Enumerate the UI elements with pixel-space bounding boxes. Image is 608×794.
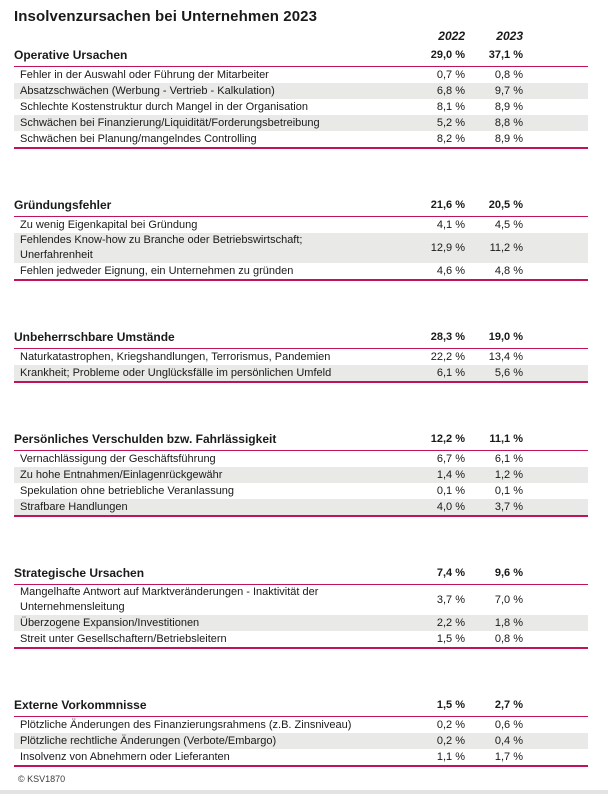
table-row — [14, 263, 588, 279]
row-value-2022: 0,7 % — [436, 69, 465, 81]
section-rows — [14, 216, 588, 281]
section-value-2022: 21,6 % — [430, 198, 465, 211]
row-value-2022: 4,1 % — [436, 219, 465, 231]
table-row — [14, 615, 588, 631]
section-rows — [14, 348, 588, 383]
section-header-row — [14, 328, 588, 345]
cause-section — [14, 696, 588, 767]
row-value-2023: 0,1 % — [494, 485, 523, 497]
section-title: Unbeherrschbare Umstände — [14, 329, 175, 344]
section-rows — [14, 450, 588, 517]
row-label: Krankheit; Probleme oder Unglücksfälle im persönlichen Umfeld — [20, 366, 332, 379]
row-value-2023: 4,8 % — [494, 265, 523, 277]
section-header-row — [14, 430, 588, 447]
table-row — [14, 67, 588, 83]
row-label: Naturkatastrophen, Kriegshandlungen, Terrorismus, Pandemien — [20, 350, 331, 363]
section-value-2023: 19,0 % — [488, 330, 523, 343]
section-value-2023: 2,7 % — [494, 698, 523, 711]
table-row — [14, 483, 588, 499]
row-value-2023: 8,9 % — [494, 101, 523, 113]
row-value-2022: 6,8 % — [436, 85, 465, 97]
column-header-row — [14, 28, 588, 43]
table-row — [14, 349, 588, 365]
row-value-2022: 3,7 % — [436, 594, 465, 606]
row-value-2023: 11,2 % — [489, 242, 523, 254]
row-label: Spekulation ohne betriebliche Veranlassung — [20, 484, 235, 497]
table-row — [14, 499, 588, 515]
row-value-2022: 0,1 % — [436, 485, 465, 497]
row-value-2022: 6,7 % — [436, 453, 465, 465]
section-value-2022: 28,3 % — [430, 330, 465, 343]
section-header-row — [14, 46, 588, 63]
section-rows — [14, 716, 588, 767]
row-value-2023: 6,1 % — [494, 453, 523, 465]
section-rows — [14, 66, 588, 149]
section-value-2022: 1,5 % — [436, 698, 465, 711]
row-label: Strafbare Handlungen — [20, 500, 128, 513]
row-value-2022: 4,6 % — [436, 265, 465, 277]
row-label: Schwächen bei Finanzierung/Liquidität/Forderungsbetreibung — [20, 116, 320, 129]
row-value-2023: 8,8 % — [494, 117, 523, 129]
row-label: Insolvenz von Abnehmern oder Lieferanten — [20, 750, 230, 763]
section-value-2022: 29,0 % — [430, 48, 465, 61]
row-label: Zu wenig Eigenkapital bei Gründung — [20, 218, 198, 231]
table-row — [14, 131, 588, 147]
row-label: Mangelhafte Antwort auf Marktveränderungen - Inaktivität der Unternehmensleitung — [20, 586, 319, 613]
cause-section — [14, 46, 588, 149]
table-row — [14, 631, 588, 647]
row-value-2022: 8,2 % — [436, 133, 465, 145]
column-header-2023: 2023 — [496, 28, 523, 43]
row-value-2022: 22,2 % — [430, 351, 465, 363]
row-label: Fehlen jedweder Eignung, ein Unternehmen zu gründen — [20, 264, 294, 277]
section-value-2022: 7,4 % — [436, 566, 465, 579]
row-label: Fehler in der Auswahl oder Führung der Mitarbeiter — [20, 68, 269, 81]
row-value-2022: 12,9 % — [430, 242, 465, 254]
section-header-row — [14, 196, 588, 213]
row-label: Schlechte Kostenstruktur durch Mangel in der Organisation — [20, 100, 308, 113]
row-value-2023: 7,0 % — [494, 594, 523, 606]
section-rows — [14, 584, 588, 649]
row-value-2023: 8,9 % — [494, 133, 523, 145]
row-value-2023: 1,7 % — [494, 751, 523, 763]
table-row — [14, 451, 588, 467]
row-value-2023: 9,7 % — [494, 85, 523, 97]
section-title: Operative Ursachen — [14, 47, 128, 62]
row-value-2022: 6,1 % — [436, 367, 465, 379]
cause-section — [14, 430, 588, 517]
copyright-note: © KSV1870 — [18, 774, 66, 784]
row-value-2023: 3,7 % — [494, 501, 523, 513]
table-row — [14, 115, 588, 131]
row-label: Streit unter Gesellschaftern/Betriebsleitern — [20, 632, 227, 645]
section-title: Strategische Ursachen — [14, 565, 145, 580]
table-row — [14, 217, 588, 233]
row-label: Plötzliche Änderungen des Finanzierungsrahmens (z.B. Zinsniveau) — [20, 718, 352, 731]
row-value-2023: 1,2 % — [494, 469, 523, 481]
section-header-row — [14, 696, 588, 713]
row-label: Zu hohe Entnahmen/Einlagenrückgewähr — [20, 468, 223, 481]
causes-table — [14, 46, 588, 767]
row-value-2022: 0,2 % — [436, 719, 465, 731]
row-value-2023: 13,4 % — [488, 351, 523, 363]
row-label: Vernachlässigung der Geschäftsführung — [20, 452, 216, 465]
section-value-2022: 12,2 % — [430, 432, 465, 445]
section-value-2023: 20,5 % — [488, 198, 523, 211]
row-label: Schwächen bei Planung/mangelndes Controlling — [20, 132, 257, 145]
row-value-2023: 0,8 % — [494, 633, 523, 645]
row-value-2022: 8,1 % — [436, 101, 465, 113]
row-label: Plötzliche rechtliche Änderungen (Verbote/Embargo) — [20, 734, 277, 747]
row-value-2022: 2,2 % — [436, 617, 465, 629]
row-label: Überzogene Expansion/Investitionen — [20, 616, 200, 629]
cause-section — [14, 564, 588, 649]
row-value-2022: 0,2 % — [436, 735, 465, 747]
section-title: Externe Vorkommnisse — [14, 697, 147, 712]
row-value-2023: 0,8 % — [494, 69, 523, 81]
column-header-2022: 2022 — [438, 28, 465, 43]
row-value-2022: 4,0 % — [436, 501, 465, 513]
row-value-2023: 0,6 % — [494, 719, 523, 731]
table-row — [14, 83, 588, 99]
cause-section — [14, 328, 588, 383]
table-row — [14, 749, 588, 765]
row-value-2022: 1,1 % — [436, 751, 465, 763]
section-value-2023: 9,6 % — [494, 566, 523, 579]
section-title: Persönliches Verschulden bzw. Fahrlässigkeit — [14, 431, 277, 446]
cause-section — [14, 196, 588, 281]
section-title: Gründungsfehler — [14, 197, 112, 212]
table-row — [14, 733, 588, 749]
row-value-2022: 5,2 % — [436, 117, 465, 129]
row-value-2023: 5,6 % — [494, 367, 523, 379]
section-header-row — [14, 564, 588, 581]
row-value-2023: 1,8 % — [494, 617, 523, 629]
row-value-2022: 1,4 % — [436, 469, 465, 481]
table-row — [14, 717, 588, 733]
row-label: Absatzschwächen (Werbung - Vertrieb - Kalkulation) — [20, 84, 275, 97]
row-label: Fehlendes Know-how zu Branche oder Betriebswirtschaft; Unerfahrenheit — [20, 234, 303, 261]
table-row — [14, 467, 588, 483]
section-value-2023: 37,1 % — [488, 48, 523, 61]
table-row — [14, 99, 588, 115]
table-row — [14, 233, 588, 263]
section-value-2023: 11,1 % — [489, 432, 523, 445]
row-value-2023: 0,4 % — [494, 735, 523, 747]
row-value-2022: 1,5 % — [436, 633, 465, 645]
page-title: Insolvenzursachen bei Unternehmen 2023 — [14, 8, 318, 25]
table-row — [14, 585, 588, 615]
table-row — [14, 365, 588, 381]
row-value-2023: 4,5 % — [494, 219, 523, 231]
